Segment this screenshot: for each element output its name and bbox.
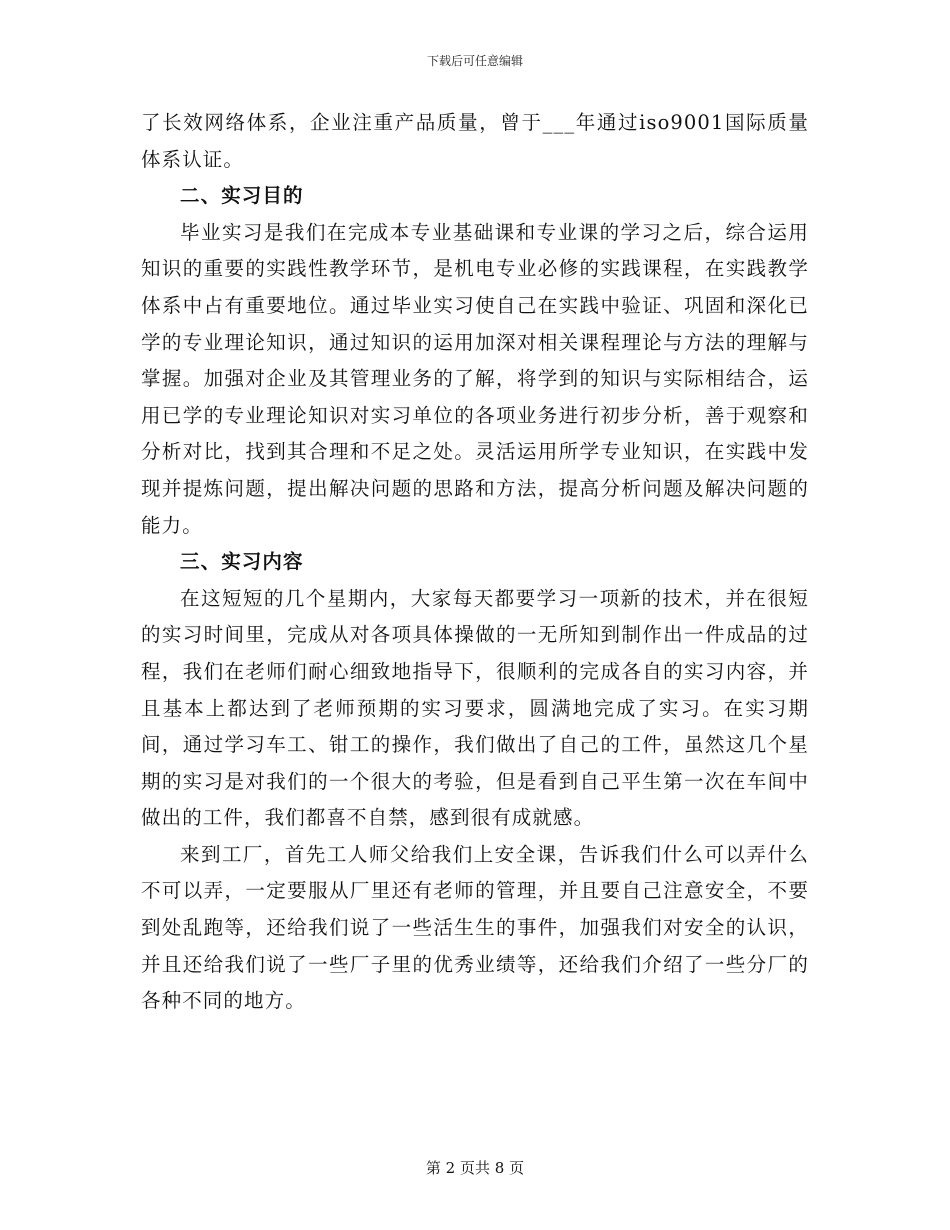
page-footer: 第 2 页共 8 页 [425, 1159, 525, 1177]
paragraph-factory-safety: 来到工厂，首先工人师父给我们上安全课，告诉我们什么可以弄什么不可以弄，一定要服从厂里还有老师的管理，并且要自己注意安全，不要到处乱跑等，还给我们说了一些活生生的事件，加强我们对安全的认识，并且还给我们说了一些厂子里的优秀业绩等，还给我们介绍了一些分厂的各种不同的地方。 [141, 842, 809, 1013]
heading-internship-purpose: 二、实习目的 [180, 184, 304, 208]
document-body [141, 105, 809, 1020]
paragraph-internship-content: 在这短短的几个星期内，大家每天都要学习一项新的技术，并在很短的实习时间里，完成从对各项具体操做的一无所知到制作出一件成品的过程，我们在老师们耐心细致地指导下，很顺利的完成各自的实习内容，并且基本上都达到了老师预期的实习要求，圆满地完成了实习。在实习期间，通过学习车工、钳工的操作，我们做出了自己的工件，虽然这几个星期的实习是对我们的一个很大的考验，但是看到自己平生第一次在车间中做出的工件，我们都喜不自禁，感到很有成就感。 [141, 586, 809, 830]
paragraph-internship-purpose: 毕业实习是我们在完成本专业基础课和专业课的学习之后，综合运用知识的重要的实践性教学环节，是机电专业必修的实践课程，在实践教学体系中占有重要地位。通过毕业实习使自己在实践中验证、巩固和深化已学的专业理论知识，通过知识的运用加深对相关课程理论与方法的理解与掌握。加强对企业及其管理业务的了解，将学到的知识与实际相结合，运用已学的专业理论知识对实习单位的各项业务进行初步分析，善于观察和分析对比，找到其合理和不足之处。灵活运用所学专业知识，在实践中发现并提炼问题，提出解决问题的思路和方法，提高分析问题及解决问题的能力。 [141, 220, 809, 537]
paragraph-network-quality: 了长效网络体系，企业注重产品质量，曾于___年通过iso9001国际质量体系认证。 [141, 111, 809, 171]
heading-internship-content: 三、实习内容 [180, 550, 304, 574]
page-header: 下载后可任意编辑 [426, 54, 523, 68]
